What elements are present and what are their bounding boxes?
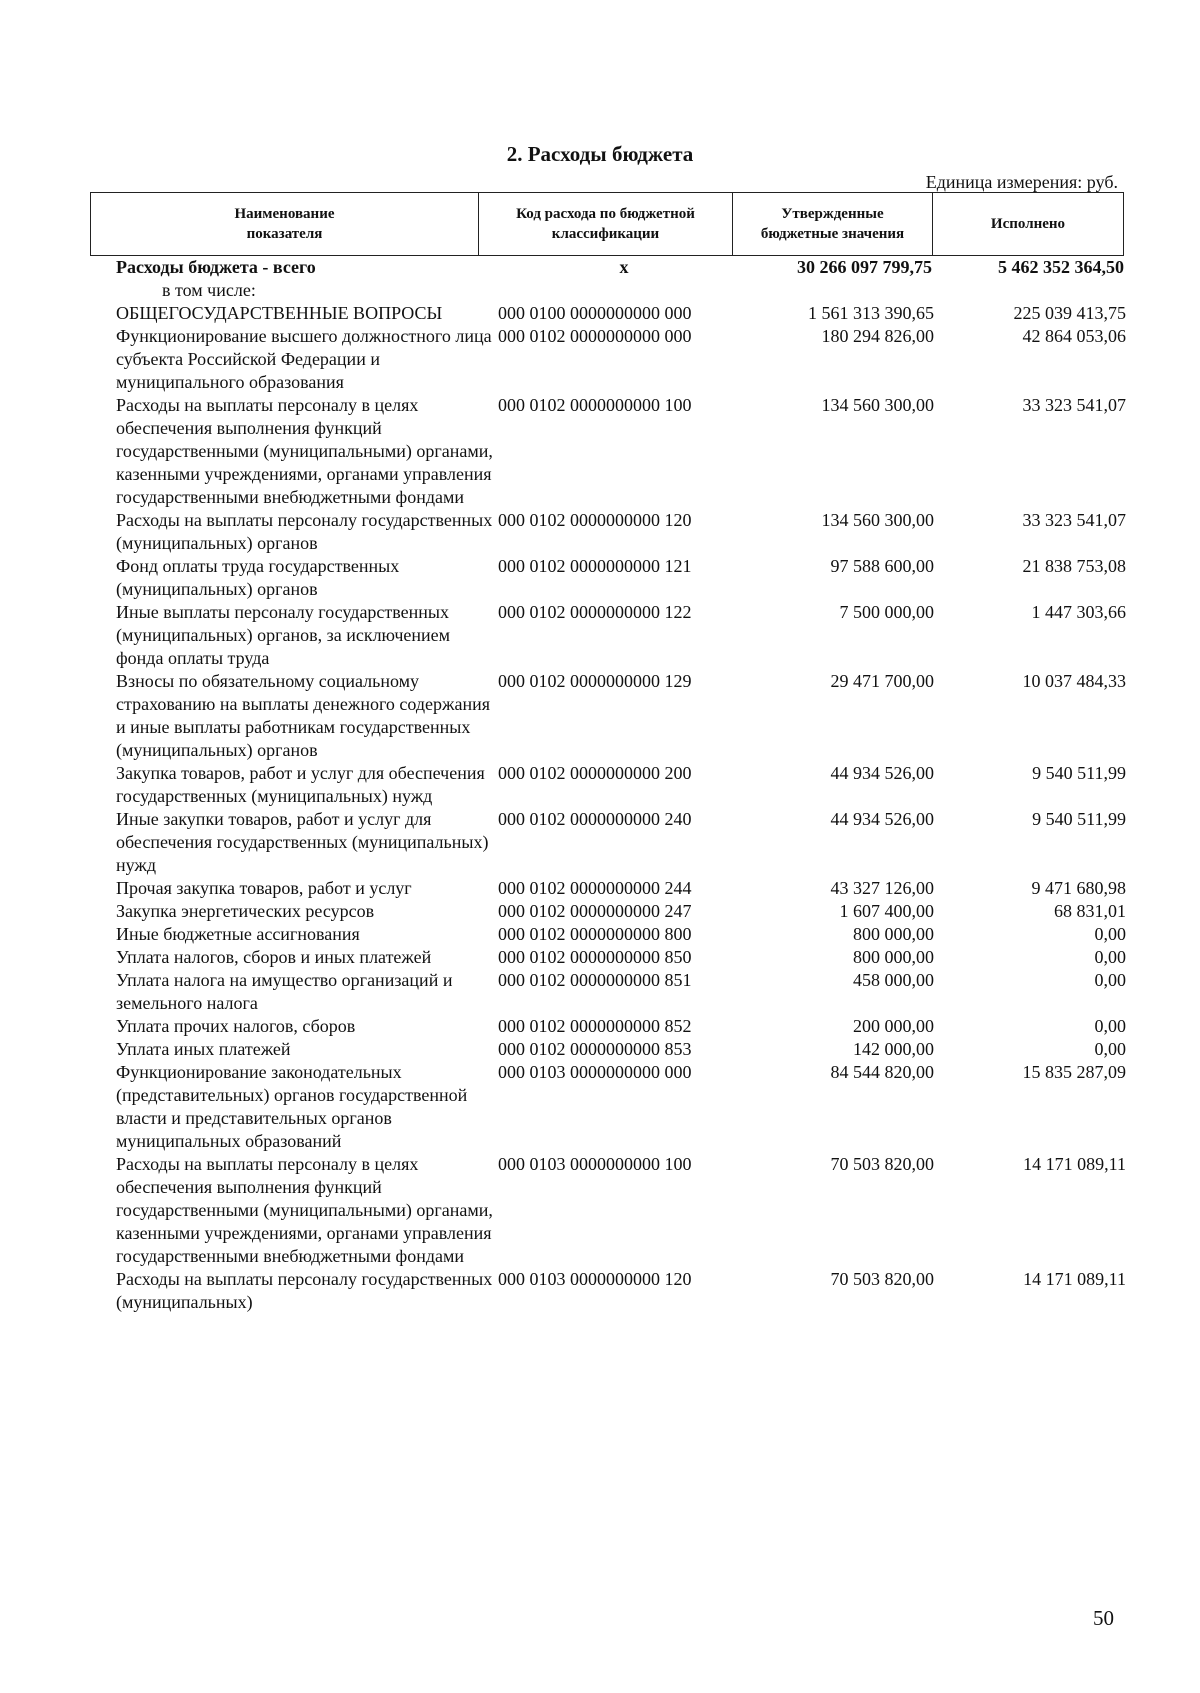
row-executed: 0,00 [1094, 1016, 1126, 1036]
row-code: 000 0103 0000000000 100 [498, 1154, 692, 1174]
row-executed: 9 540 511,99 [1032, 809, 1126, 829]
table-row [116, 279, 1126, 302]
row-name: Расходы на выплаты персоналу государственных (муниципальных) органов [116, 510, 493, 553]
row-name: Расходы на выплаты персоналу в целях обеспечения выполнения функций государственными (муниципальными) органами, казенными учреждениями, органами управления государственными внебюджетными фондами [116, 1154, 493, 1266]
row-name: Уплата налога на имущество организаций и земельного налога [116, 970, 453, 1013]
table-row [116, 1015, 1126, 1038]
row-planned: 142 000,00 [853, 1039, 934, 1059]
page-title: 2. Расходы бюджета [506, 142, 694, 166]
row-executed: 42 864 053,06 [1022, 326, 1126, 346]
row-code: 000 0102 0000000000 200 [498, 763, 692, 783]
row-planned [754, 279, 934, 302]
row-name: Уплата прочих налогов, сборов [116, 1016, 356, 1036]
row-executed: 14 171 089,11 [1023, 1154, 1126, 1174]
row-planned: 97 588 600,00 [830, 556, 934, 576]
page-number: 50 [1093, 1606, 1114, 1630]
row-planned: 30 266 097 799,75 [797, 257, 932, 277]
row-planned: 43 327 126,00 [830, 878, 934, 898]
header-planned: Утвержденные бюджетные значения [733, 193, 933, 255]
table-row [116, 923, 1126, 946]
table-body [116, 256, 1126, 1314]
row-planned: 180 294 826,00 [821, 326, 934, 346]
row-name: ОБЩЕГОСУДАРСТВЕННЫЕ ВОПРОСЫ [116, 303, 443, 323]
table-row [116, 302, 1126, 325]
row-code: x [619, 257, 629, 277]
row-name: Уплата иных платежей [116, 1039, 291, 1059]
row-executed: 33 323 541,07 [1022, 395, 1126, 415]
row-planned: 44 934 526,00 [830, 809, 934, 829]
row-executed: 5 462 352 364,50 [998, 257, 1124, 277]
row-code: 000 0102 0000000000 240 [498, 809, 692, 829]
row-name: Закупка товаров, работ и услуг для обеспечения государственных (муниципальных) нужд [116, 763, 485, 806]
row-planned: 70 503 820,00 [830, 1269, 934, 1289]
row-executed: 68 831,01 [1054, 901, 1126, 921]
row-executed: 10 037 484,33 [1022, 671, 1126, 691]
row-executed: 1 447 303,66 [1031, 602, 1126, 622]
row-executed: 15 835 287,09 [1022, 1062, 1126, 1082]
row-name: в том числе: [162, 280, 256, 300]
row-code: 000 0102 0000000000 800 [498, 924, 692, 944]
row-code: 000 0103 0000000000 120 [498, 1269, 692, 1289]
row-name: Фонд оплаты труда государственных (муниципальных) органов [116, 556, 400, 599]
row-executed [934, 279, 1126, 302]
row-name: Иные бюджетные ассигнования [116, 924, 360, 944]
row-executed: 0,00 [1094, 970, 1126, 990]
row-planned: 800 000,00 [853, 947, 934, 967]
row-code: 000 0102 0000000000 129 [498, 671, 692, 691]
row-executed: 225 039 413,75 [1013, 303, 1126, 323]
table-row [116, 877, 1126, 900]
row-code: 000 0102 0000000000 850 [498, 947, 692, 967]
row-executed: 0,00 [1094, 924, 1126, 944]
row-code: 000 0102 0000000000 852 [498, 1016, 692, 1036]
row-name: Функционирование высшего должностного лица субъекта Российской Федерации и муниципального образования [116, 326, 492, 392]
row-name: Расходы на выплаты персоналу в целях обеспечения выполнения функций государственными (муниципальными) органами, казенными учреждениями, органами управления государственными внебюджетными фондами [116, 395, 493, 507]
table-row [116, 555, 1126, 601]
header-name: Наименование показателя [91, 193, 479, 255]
row-executed: 33 323 541,07 [1022, 510, 1126, 530]
table-row [116, 762, 1126, 808]
table-row [116, 256, 1126, 279]
row-planned: 84 544 820,00 [830, 1062, 934, 1082]
table-row [116, 394, 1126, 509]
row-executed: 21 838 753,08 [1022, 556, 1126, 576]
row-planned: 44 934 526,00 [830, 763, 934, 783]
table-row [116, 1268, 1126, 1314]
row-planned: 200 000,00 [853, 1016, 934, 1036]
row-code: 000 0102 0000000000 244 [498, 878, 692, 898]
table-row [116, 325, 1126, 394]
table-row [116, 1038, 1126, 1061]
row-name: Иные выплаты персоналу государственных (муниципальных) органов, за исключением фонда оплаты труда [116, 602, 451, 668]
row-code: 000 0102 0000000000 000 [498, 326, 692, 346]
row-code: 000 0102 0000000000 853 [498, 1039, 692, 1059]
row-name: Функционирование законодательных (представительных) органов государственной власти и представительных органов муниципальных образований [116, 1062, 468, 1151]
row-name: Расходы на выплаты персоналу государственных (муниципальных) [116, 1269, 493, 1312]
table-row [116, 900, 1126, 923]
row-planned: 134 560 300,00 [821, 510, 934, 530]
row-code: 000 0102 0000000000 247 [498, 901, 692, 921]
row-executed: 9 471 680,98 [1031, 878, 1126, 898]
table-row [116, 808, 1126, 877]
table-row [116, 1061, 1126, 1153]
unit-label: Единица измерения: руб. [925, 172, 1118, 192]
row-code [496, 279, 754, 302]
row-name: Взносы по обязательному социальному страхованию на выплаты денежного содержания и иные выплаты работникам государственных (муниципальных) органов [116, 671, 491, 760]
table-row [116, 601, 1126, 670]
row-executed: 0,00 [1094, 1039, 1126, 1059]
header-code: Код расхода по бюджетной классификации [479, 193, 733, 255]
row-code: 000 0102 0000000000 122 [498, 602, 692, 622]
table-row [116, 1153, 1126, 1268]
row-code: 000 0102 0000000000 100 [498, 395, 692, 415]
row-planned: 1 561 313 390,65 [808, 303, 934, 323]
row-executed: 9 540 511,99 [1032, 763, 1126, 783]
row-executed: 0,00 [1094, 947, 1126, 967]
row-planned: 70 503 820,00 [830, 1154, 934, 1174]
table-row [116, 670, 1126, 762]
row-code: 000 0100 0000000000 000 [498, 303, 692, 323]
row-planned: 7 500 000,00 [839, 602, 934, 622]
table-row [116, 509, 1126, 555]
row-planned: 29 471 700,00 [830, 671, 934, 691]
row-code: 000 0102 0000000000 851 [498, 970, 692, 990]
table-row [116, 969, 1126, 1015]
row-planned: 458 000,00 [853, 970, 934, 990]
row-code: 000 0102 0000000000 120 [498, 510, 692, 530]
row-name: Расходы бюджета - всего [116, 257, 316, 277]
row-code: 000 0102 0000000000 121 [498, 556, 692, 576]
row-name: Закупка энергетических ресурсов [116, 901, 375, 921]
row-name: Иные закупки товаров, работ и услуг для обеспечения государственных (муниципальных) нужд [116, 809, 489, 875]
row-name: Уплата налогов, сборов и иных платежей [116, 947, 432, 967]
header-executed: Исполнено [990, 216, 1066, 232]
table-header [90, 192, 1124, 256]
row-name: Прочая закупка товаров, работ и услуг [116, 878, 412, 898]
row-executed: 14 171 089,11 [1023, 1269, 1126, 1289]
row-code: 000 0103 0000000000 000 [498, 1062, 692, 1082]
table-row [116, 946, 1126, 969]
row-planned: 800 000,00 [853, 924, 934, 944]
row-planned: 1 607 400,00 [839, 901, 934, 921]
row-planned: 134 560 300,00 [821, 395, 934, 415]
